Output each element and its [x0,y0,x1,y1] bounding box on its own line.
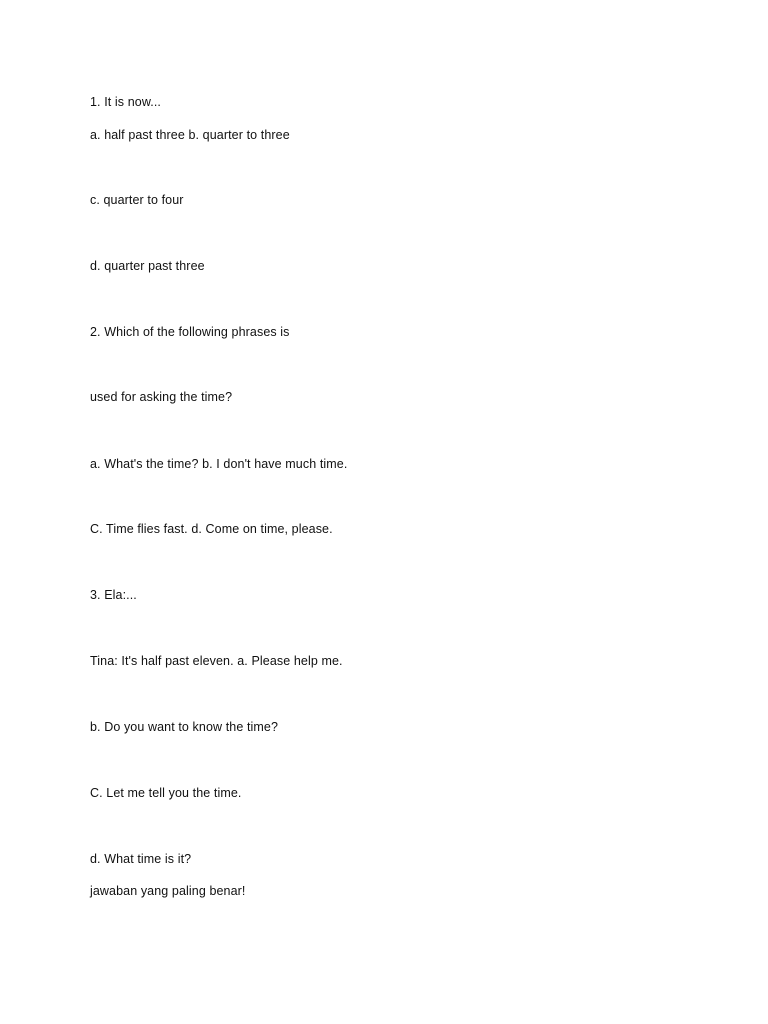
question-3-option-b: b. Do you want to know the time? [90,720,279,734]
question-2-options-ab: a. What's the time? b. I don't have much time. [90,457,348,471]
question-1-text: 1. It is now... [90,95,161,109]
question-2-options-cd: C. Time flies fast. d. Come on time, please. [90,522,333,536]
question-3-option-c: C. Let me tell you the time. [90,786,242,800]
question-1-options-ab: a. half past three b. quarter to three [90,128,290,142]
question-3-dialog: Tina: It's half past eleven. a. Please help me. [90,654,343,668]
question-1-option-c: c. quarter to four [90,193,184,207]
instruction-text: jawaban yang paling benar! [90,884,246,898]
question-1-option-d: d. quarter past three [90,259,205,273]
question-2-text-cont: used for asking the time? [90,390,233,404]
question-2-text: 2. Which of the following phrases is [90,325,290,339]
question-3-text: 3. Ela:... [90,588,137,602]
question-3-option-d: d. What time is it? [90,852,192,866]
